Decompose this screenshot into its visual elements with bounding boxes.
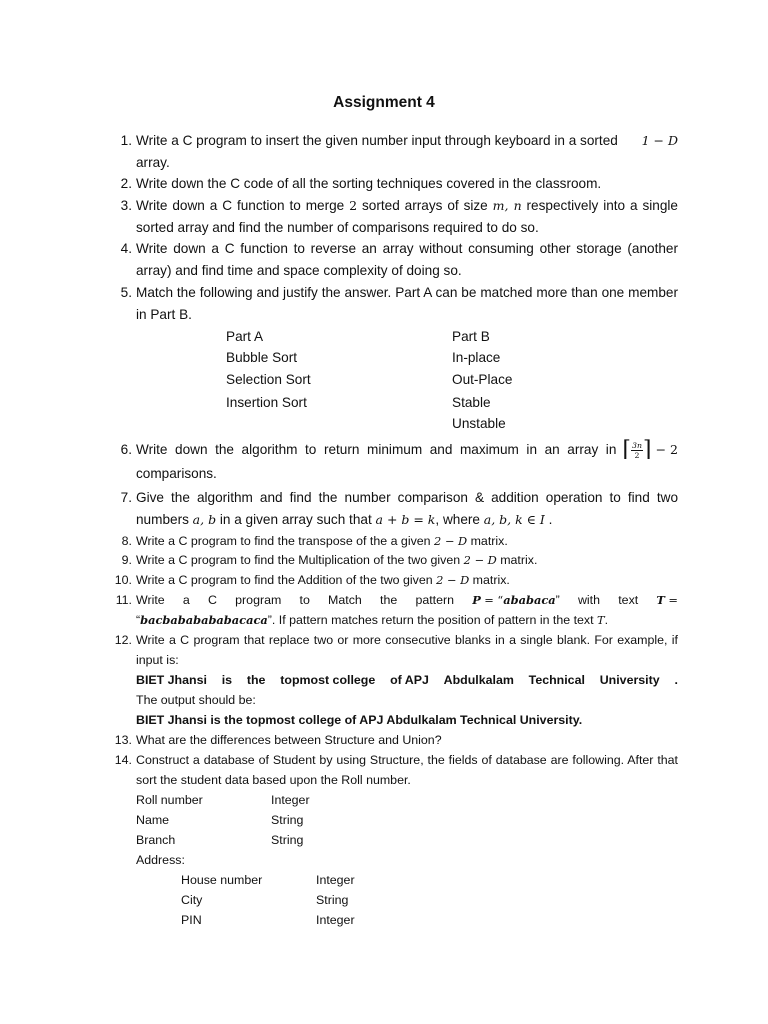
- question-number: 6.: [120, 442, 132, 457]
- input-word: .: [674, 673, 678, 687]
- address-field-type: Integer: [316, 873, 355, 887]
- question-text: Write down the algorithm to return minimum and maximum in an array in: [136, 442, 617, 458]
- page-title: Assignment 4: [333, 94, 435, 111]
- question-12: [112, 630, 678, 730]
- address-field-name: House number: [181, 873, 263, 887]
- address-field-type: String: [316, 893, 349, 907]
- question-number: 13.: [114, 733, 132, 747]
- question-number: 10.: [114, 573, 132, 587]
- word: C: [208, 593, 217, 607]
- question-text: , where: [435, 511, 484, 527]
- question-text: Give the algorithm and find the number comparison & addition operation to find two numbers: [136, 490, 678, 527]
- question-text: matrix.: [467, 534, 508, 548]
- math-expression: 2 − D: [434, 534, 468, 548]
- output-label: The output should be:: [136, 693, 256, 707]
- math-expression: − 2: [655, 442, 678, 458]
- word: with: [577, 593, 601, 607]
- question-number: 3.: [120, 198, 132, 213]
- part-b-item: Stable: [452, 395, 491, 410]
- question-text: ”. If pattern matches return the position of pattern in the text: [267, 613, 597, 627]
- input-word: BIET Jhansi: [136, 673, 207, 687]
- input-word: the: [246, 673, 266, 687]
- part-a-item: Bubble Sort: [226, 350, 298, 365]
- question-text-continued: array.: [136, 154, 170, 170]
- address-field-name: PIN: [181, 913, 202, 927]
- fraction-denominator: 2: [634, 450, 640, 460]
- question-text: Match the following and justify the answer. Part A can be matched more than one member in Part B.: [136, 285, 678, 322]
- ceiling-expression: [622, 439, 678, 461]
- math-symbol: = “: [484, 593, 504, 607]
- text-variable: T: [597, 613, 605, 627]
- question-text: Write down a C function to merge: [136, 198, 350, 213]
- period: .: [604, 613, 609, 627]
- field-type: Integer: [271, 793, 310, 807]
- question-10: [112, 570, 678, 590]
- math-expression: 2 − D: [436, 573, 470, 587]
- field-name: Name: [136, 813, 170, 827]
- question-6: [112, 439, 678, 485]
- question-text: respectively into a single sorted array and find the number of comparisons required to do so.: [136, 198, 678, 235]
- question-text: sorted arrays of size: [357, 198, 493, 213]
- question-11: [112, 590, 678, 630]
- question-13: [112, 730, 678, 750]
- question-text-continued: comparisons.: [136, 466, 217, 481]
- math-expression: a, b, k ∈ I: [483, 511, 545, 527]
- question-text: matrix.: [496, 553, 538, 567]
- input-word: Technical: [528, 673, 585, 687]
- question-1: [112, 130, 678, 173]
- ceil-left-bracket: ⌈: [622, 437, 631, 462]
- input-word: Abdulkalam: [443, 673, 514, 687]
- text-value: bacbababababacaca: [140, 613, 268, 627]
- quote-mark: ”: [555, 593, 560, 607]
- question-14: [112, 750, 678, 790]
- question-5: [112, 282, 678, 325]
- question-number: 12.: [114, 633, 132, 647]
- word: Write: [136, 593, 165, 607]
- question-number: 1.: [120, 133, 132, 148]
- question-text: Write down a C function to reverse an array without consuming other storage (another array) and find time and space complexity of doing so.: [136, 241, 678, 278]
- question-7: [112, 487, 678, 530]
- math-expression: 2: [349, 198, 358, 213]
- question-2: [112, 173, 678, 195]
- address-field-name: City: [181, 893, 203, 907]
- question-text: matrix.: [469, 573, 510, 587]
- text-variable: T: [656, 593, 665, 607]
- question-number: 9.: [121, 553, 132, 567]
- word: to: [299, 593, 310, 607]
- quote-mark: “: [136, 613, 141, 627]
- pattern-value: ababaca: [503, 593, 556, 607]
- part-b-header: Part B: [452, 329, 490, 344]
- question-text: Construct a database of Student by using Structure, the fields of database are following. After that sort the student data based upon the Roll number.: [136, 753, 678, 787]
- math-symbol: =: [668, 593, 678, 607]
- math-expression: a, b: [192, 511, 217, 527]
- fraction: [631, 441, 643, 460]
- question-9: [112, 550, 678, 570]
- word: the: [380, 593, 398, 607]
- math-expression: 2 − D: [463, 553, 497, 567]
- question-number: 14.: [114, 753, 132, 767]
- question-number: 5.: [120, 285, 132, 300]
- question-3: [112, 195, 678, 238]
- part-a-item: Insertion Sort: [226, 395, 307, 410]
- example-input: [136, 670, 678, 690]
- field-name: Roll number: [136, 793, 203, 807]
- word: pattern: [415, 593, 455, 607]
- question-text: Write a C program to find the Multiplication of the two given: [136, 553, 464, 567]
- math-expression: m, n: [492, 198, 522, 213]
- question-number: 8.: [121, 534, 132, 548]
- field-type: String: [271, 813, 304, 827]
- part-b-item: Out-Place: [452, 372, 513, 387]
- part-b-item: Unstable: [452, 416, 506, 431]
- part-a-item: Selection Sort: [226, 372, 311, 387]
- word: a: [182, 593, 190, 607]
- question-text: .: [544, 511, 553, 527]
- question-8: [112, 531, 678, 551]
- word: Match: [328, 593, 362, 607]
- question-text: Write a C program that replace two or more consecutive blanks in a single blank. For example, if input is:: [136, 633, 678, 667]
- question-number: 7.: [120, 490, 132, 505]
- ceil-right-bracket: ⌉: [643, 437, 652, 462]
- question-text: Write down the C code of all the sorting techniques covered in the classroom.: [136, 176, 602, 191]
- question-text: Write a C program to find the Addition of the two given: [136, 573, 437, 587]
- question-number: 2.: [120, 176, 132, 191]
- question-4: [112, 238, 678, 281]
- question-text: in a given array such that: [216, 511, 376, 527]
- input-word: is: [221, 673, 233, 687]
- input-word: University: [599, 673, 660, 687]
- input-word: topmost college: [280, 673, 376, 687]
- field-type: String: [271, 833, 304, 847]
- part-b-item: In-place: [452, 350, 501, 365]
- word: text: [618, 593, 639, 607]
- question-text: What are the differences between Structure and Union?: [136, 733, 442, 747]
- input-word: of APJ: [390, 673, 429, 687]
- question-text: Write a C program to find the transpose of the a given: [136, 534, 434, 548]
- math-expression: a + b = k: [375, 511, 436, 527]
- pattern-variable: P: [472, 593, 481, 607]
- address-field-type: Integer: [316, 913, 355, 927]
- address-label: Address:: [136, 853, 185, 867]
- field-name: Branch: [136, 833, 176, 847]
- word: program: [235, 593, 282, 607]
- question-number: 4.: [120, 241, 132, 256]
- fraction-numerator: 3n: [631, 440, 642, 450]
- example-output: BIET Jhansi is the topmost college of APJ Abdulkalam Technical University.: [136, 713, 583, 727]
- question-text: Write a C program to insert the given number input through keyboard in a sorted: [136, 133, 618, 148]
- math-expression: 1 − D: [641, 133, 678, 148]
- question-number: 11.: [115, 593, 132, 607]
- part-a-header: Part A: [226, 329, 264, 344]
